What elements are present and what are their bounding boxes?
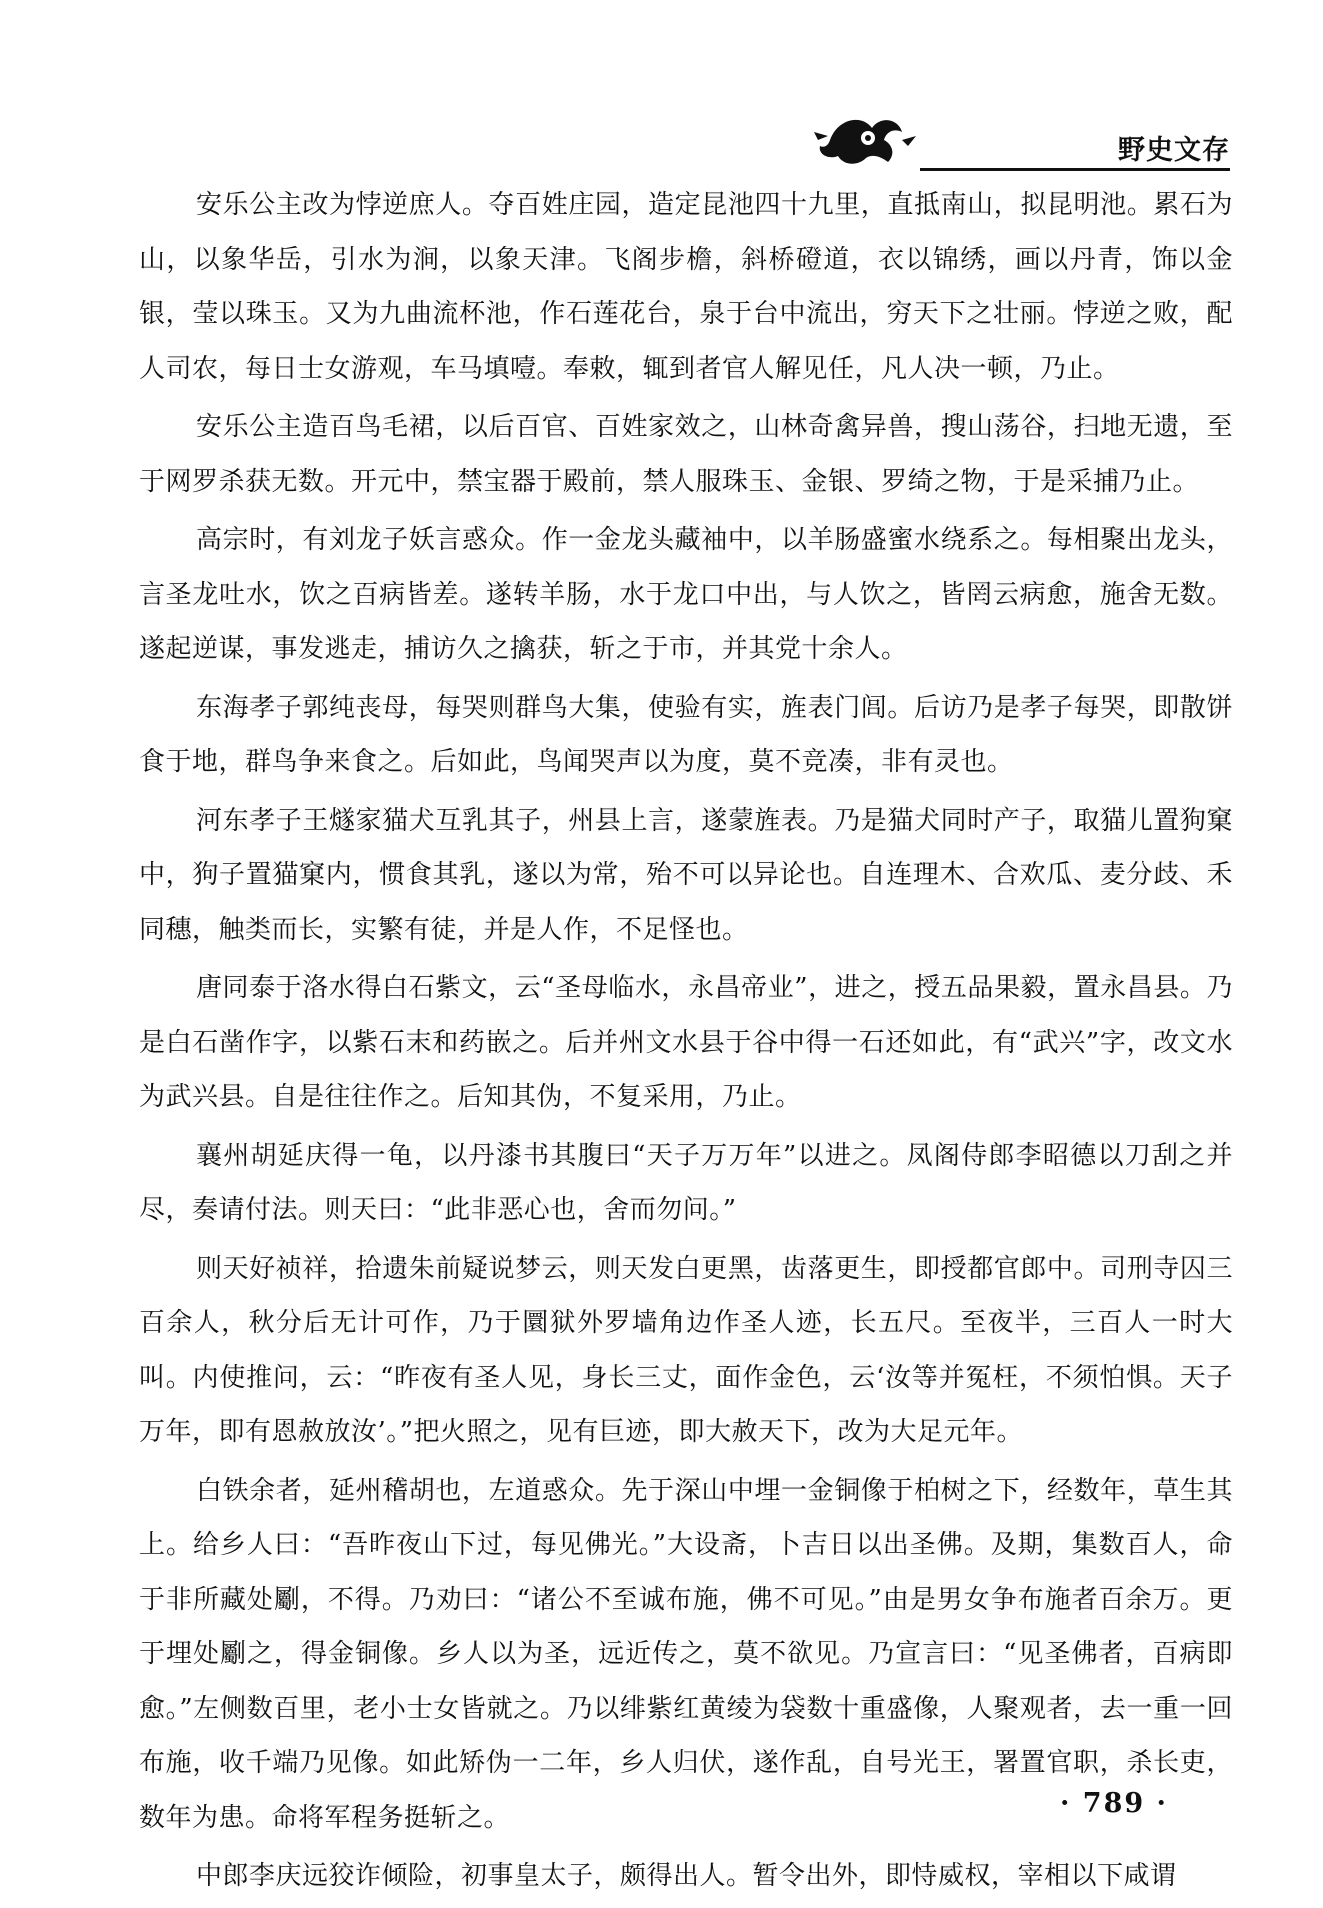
paragraph: 中郎李庆远狡诈倾险，初事皇太子，颇得出人。暂令出外，即恃威权，宰相以下咸谓 (196, 1861, 1177, 1891)
paragraph: 襄州胡延庆得一龟，以丹漆书其腹曰“天子万万年”以进之。凤阁侍郎李昭德以刀刮之并尽，奏请付法。则天曰：“此非恶心也，舍而勿问。” (139, 1140, 1233, 1225)
paragraph: 白铁余者，延州稽胡也，左道惑众。先于深山中埋一金铜像于柏树之下，经数年，草生其上。给乡人曰：“吾昨夜山下过，每见佛光。”大设斋，卜吉日以出圣佛。及期，集数百人，命于非所藏处劚，不得。乃劝曰：“诸公不至诚布施，佛不可见。”由是男女争布施者百余万。更于埋处劚之，得金铜像。乡人以为圣，远近传之，莫不欲见。乃宣言曰：“见圣佛者，百病即愈。”左侧数百里，老小士女皆就之。乃以绯紫红黄绫为袋数十重盛像，人聚观者，去一重一回布施，收千端乃见像。如此矫伪一二年，乡人归伏，遂作乱，自号光王，署置官职，杀长吏，数年为患。命将军程务挺斩之。 (139, 1475, 1233, 1833)
page-number: · 789 · (1060, 1788, 1168, 1819)
paragraph: 则天好祯祥，拾遗朱前疑说梦云，则天发白更黑，齿落更生，即授都官郎中。司刑寺囚三百余人，秋分后无计可作，乃于圜狱外罗墙角边作圣人迹，长五尺。至夜半，三百人一时大叫。内使推问，云：“昨夜有圣人见，身长三丈，面作金色，云‘汝等并冤枉，不须怕惧。天子万年，即有恩赦放汝’。”把火照之，见有巨迹，即大赦天下，改为大足元年。 (139, 1253, 1233, 1447)
running-header (800, 110, 1230, 170)
paragraph: 高宗时，有刘龙子妖言惑众。作一金龙头藏袖中，以羊肠盛蜜水绕系之。每相聚出龙头，言圣龙吐水，饮之百病皆差。遂转羊肠，水于龙口中出，与人饮之，皆罔云病愈，施舍无数。遂起逆谋，事发逃走，捕访久之擒获，斩之于市，并其党十余人。 (139, 525, 1233, 664)
paragraph: 唐同泰于洛水得白石紫文，云“圣母临水，永昌帝业”，进之，授五品果毅，置永昌县。乃是白石凿作字，以紫石末和药嵌之。后并州文水县于谷中得一石还如此，有“武兴”字，改文水为武兴县。自是往往作之。后知其伪，不复采用，乃止。 (139, 973, 1233, 1112)
book-title: 野史文存 (1118, 135, 1230, 166)
paragraph: 安乐公主改为悖逆庶人。夺百姓庄园，造定昆池四十九里，直抵南山，拟昆明池。累石为山，以象华岳，引水为涧，以象天津。飞阁步檐，斜桥磴道，衣以锦绣，画以丹青，饰以金银，莹以珠玉。又为九曲流杯池，作石莲花台，泉于台中流出，穷天下之壮丽。悖逆之败，配人司农，每日士女游观，车马填噎。奉敕，辄到者官人解见任，凡人决一顿，乃止。 (139, 190, 1233, 384)
paragraph: 东海孝子郭纯丧母，每哭则群鸟大集，使验有实，旌表门闾。后访乃是孝子每哭，即散饼食于地，群鸟争来食之。后如此，鸟闻哭声以为度，莫不竞凑，非有灵也。 (139, 692, 1233, 777)
paragraph: 河东孝子王燧家猫犬互乳其子，州县上言，遂蒙旌表。乃是猫犬同时产子，取猫儿置狗窠中，狗子置猫窠内，惯食其乳，遂以为常，殆不可以异论也。自连理木、合欢瓜、麦分歧、禾同穗，触类而长，实繁有徒，并是人作，不足怪也。 (139, 805, 1233, 945)
paragraph: 安乐公主造百鸟毛裙，以后百官、百姓家效之，山林奇禽异兽，搜山荡谷，扫地无遗，至于网罗杀获无数。开元中，禁宝器于殿前，禁人服珠玉、金银、罗绮之物，于是采捕乃止。 (139, 412, 1233, 497)
dragon-icon (810, 110, 920, 168)
body-text (139, 178, 1233, 1908)
header-rule (920, 168, 1230, 171)
